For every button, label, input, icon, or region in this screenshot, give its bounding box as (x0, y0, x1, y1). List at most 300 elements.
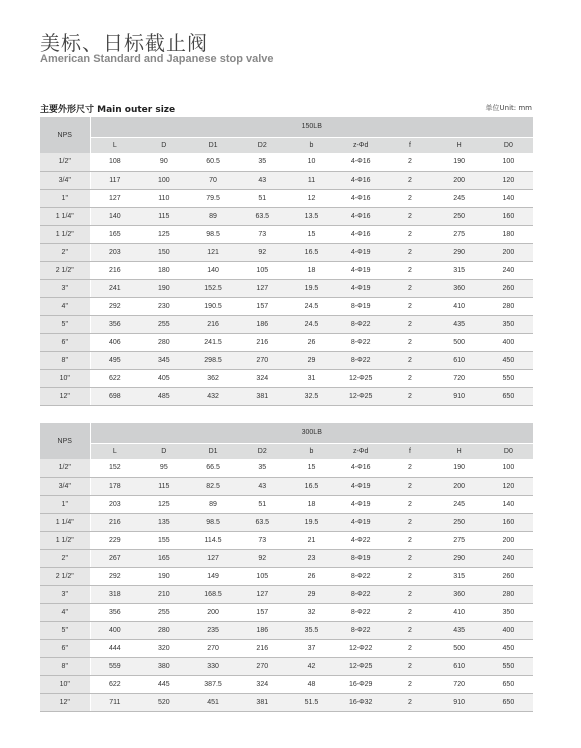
table-cell: 12-Φ25 (336, 657, 385, 675)
table-cell: 410 (435, 603, 484, 621)
table-cell: 4-Φ16 (336, 225, 385, 243)
table-cell: 245 (435, 189, 484, 207)
table-cell: 8-Φ22 (336, 567, 385, 585)
table-cell: 4-Φ19 (336, 279, 385, 297)
nps-cell: 6" (40, 639, 90, 657)
table-cell: 698 (90, 387, 139, 405)
table-cell: 610 (435, 351, 484, 369)
table-cell: 255 (139, 315, 188, 333)
table-cell: 12 (287, 189, 336, 207)
table-cell: 8-Φ22 (336, 351, 385, 369)
table-cell: 356 (90, 315, 139, 333)
table-row (40, 261, 533, 279)
table-cell: 155 (139, 531, 188, 549)
table-cell: 4-Φ22 (336, 531, 385, 549)
table-cell: 2 (385, 513, 434, 531)
table-cell: 92 (238, 243, 287, 261)
table-cell: 180 (484, 225, 533, 243)
table-cell: 42 (287, 657, 336, 675)
table-cell: 73 (238, 531, 287, 549)
table-cell: 360 (435, 585, 484, 603)
table-cell: 275 (435, 225, 484, 243)
table-cell: 4-Φ16 (336, 153, 385, 171)
table-cell: 8-Φ22 (336, 333, 385, 351)
nps-cell: 3" (40, 279, 90, 297)
table-cell: 165 (90, 225, 139, 243)
table-cell: 168.5 (188, 585, 237, 603)
table-cell: 100 (484, 153, 533, 171)
table-cell: 450 (484, 351, 533, 369)
table-row (40, 603, 533, 621)
pressure-class-header: 150LB (90, 117, 533, 137)
table-cell: 500 (435, 639, 484, 657)
table-cell: 200 (435, 477, 484, 495)
column-header: b (287, 443, 336, 459)
table-cell: 120 (484, 171, 533, 189)
table-cell: 2 (385, 279, 434, 297)
nps-cell: 12" (40, 693, 90, 711)
table-cell: 210 (139, 585, 188, 603)
table-cell: 910 (435, 387, 484, 405)
table-cell: 15 (287, 459, 336, 477)
table-cell: 117 (90, 171, 139, 189)
table-cell: 250 (435, 207, 484, 225)
table-cell: 650 (484, 693, 533, 711)
table-cell: 345 (139, 351, 188, 369)
table-cell: 550 (484, 369, 533, 387)
table-cell: 200 (435, 171, 484, 189)
table-cell: 4-Φ16 (336, 189, 385, 207)
table-row (40, 675, 533, 693)
table-cell: 114.5 (188, 531, 237, 549)
table-cell: 19.5 (287, 279, 336, 297)
table-cell: 229 (90, 531, 139, 549)
table-cell: 435 (435, 621, 484, 639)
column-header: H (435, 137, 484, 153)
table-cell: 2 (385, 225, 434, 243)
column-header-row (40, 137, 533, 153)
spec-table-150lb (40, 117, 533, 406)
table-cell: 2 (385, 639, 434, 657)
table-cell: 15 (287, 225, 336, 243)
table-cell: 89 (188, 207, 237, 225)
table-cell: 186 (238, 315, 287, 333)
spec-table-300lb (40, 423, 533, 712)
table-row (40, 333, 533, 351)
table-cell: 165 (139, 549, 188, 567)
table-cell: 444 (90, 639, 139, 657)
table-cell: 2 (385, 585, 434, 603)
table-cell: 8-Φ22 (336, 585, 385, 603)
table-cell: 16-Φ29 (336, 675, 385, 693)
table-cell: 270 (238, 351, 287, 369)
table-cell: 190 (435, 459, 484, 477)
table-cell: 51 (238, 495, 287, 513)
table-cell: 216 (188, 315, 237, 333)
column-header: L (90, 137, 139, 153)
column-header: D0 (484, 137, 533, 153)
table-cell: 216 (90, 513, 139, 531)
table-cell: 350 (484, 315, 533, 333)
table-row (40, 387, 533, 405)
table-cell: 711 (90, 693, 139, 711)
table-cell: 125 (139, 225, 188, 243)
table-cell: 190 (435, 153, 484, 171)
table-cell: 4-Φ19 (336, 513, 385, 531)
table-cell: 150 (139, 243, 188, 261)
table-cell: 140 (188, 261, 237, 279)
table-cell: 18 (287, 495, 336, 513)
column-header: z-Φd (336, 443, 385, 459)
table-cell: 8-Φ19 (336, 297, 385, 315)
table-cell: 330 (188, 657, 237, 675)
nps-cell: 6" (40, 333, 90, 351)
table-cell: 48 (287, 675, 336, 693)
table-cell: 2 (385, 387, 434, 405)
table-cell: 127 (238, 585, 287, 603)
table-cell: 610 (435, 657, 484, 675)
table-row (40, 207, 533, 225)
table-cell: 190 (139, 567, 188, 585)
table-row (40, 513, 533, 531)
page-title-en: American Standard and Japanese stop valve (40, 53, 274, 65)
table-cell: 127 (188, 549, 237, 567)
table-cell: 360 (435, 279, 484, 297)
table-cell: 280 (484, 297, 533, 315)
table-cell: 26 (287, 333, 336, 351)
table-cell: 160 (484, 513, 533, 531)
table-cell: 450 (484, 639, 533, 657)
table-row (40, 657, 533, 675)
table-cell: 4-Φ19 (336, 477, 385, 495)
table-cell: 280 (139, 333, 188, 351)
nps-cell: 1 1/4" (40, 207, 90, 225)
column-header: D2 (238, 137, 287, 153)
table-cell: 2 (385, 621, 434, 639)
table-cell: 105 (238, 567, 287, 585)
table-cell: 4-Φ19 (336, 243, 385, 261)
table-cell: 10 (287, 153, 336, 171)
table-cell: 29 (287, 351, 336, 369)
nps-cell: 1 1/4" (40, 513, 90, 531)
table-cell: 381 (238, 693, 287, 711)
table-cell: 43 (238, 171, 287, 189)
table-cell: 280 (484, 585, 533, 603)
table-row (40, 531, 533, 549)
table-cell: 255 (139, 603, 188, 621)
table-cell: 157 (238, 603, 287, 621)
table-cell: 73 (238, 225, 287, 243)
table-cell: 23 (287, 549, 336, 567)
table-cell: 2 (385, 477, 434, 495)
table-cell: 435 (435, 315, 484, 333)
table-cell: 157 (238, 297, 287, 315)
table-cell: 292 (90, 567, 139, 585)
table-cell: 235 (188, 621, 237, 639)
table-cell: 26 (287, 567, 336, 585)
nps-cell: 12" (40, 387, 90, 405)
table-cell: 650 (484, 387, 533, 405)
table-cell: 12-Φ25 (336, 387, 385, 405)
table-cell: 60.5 (188, 153, 237, 171)
table-cell: 190.5 (188, 297, 237, 315)
nps-cell: 10" (40, 369, 90, 387)
table-cell: 315 (435, 261, 484, 279)
table-cell: 8-Φ22 (336, 315, 385, 333)
table-row (40, 549, 533, 567)
table-cell: 2 (385, 603, 434, 621)
nps-cell: 3/4" (40, 477, 90, 495)
table-cell: 356 (90, 603, 139, 621)
table-cell: 2 (385, 171, 434, 189)
column-header: f (385, 443, 434, 459)
table-cell: 66.5 (188, 459, 237, 477)
table-cell: 324 (238, 675, 287, 693)
table-cell: 270 (238, 657, 287, 675)
table-cell: 2 (385, 243, 434, 261)
table-cell: 200 (484, 243, 533, 261)
table-row (40, 639, 533, 657)
table-row (40, 243, 533, 261)
table-cell: 910 (435, 693, 484, 711)
page-title-cn: 美标、日标截止阀 (40, 31, 208, 55)
table-cell: 98.5 (188, 225, 237, 243)
table-cell: 8-Φ22 (336, 621, 385, 639)
nps-header: NPS (40, 423, 90, 459)
table-cell: 381 (238, 387, 287, 405)
table-cell: 98.5 (188, 513, 237, 531)
table-cell: 108 (90, 153, 139, 171)
column-header: D2 (238, 443, 287, 459)
nps-cell: 1" (40, 495, 90, 513)
table-cell: 51.5 (287, 693, 336, 711)
table-cell: 24.5 (287, 315, 336, 333)
table-cell: 115 (139, 477, 188, 495)
table-cell: 267 (90, 549, 139, 567)
table-cell: 2 (385, 657, 434, 675)
table-cell: 216 (90, 261, 139, 279)
nps-cell: 8" (40, 657, 90, 675)
table-cell: 95 (139, 459, 188, 477)
table-cell: 4-Φ19 (336, 495, 385, 513)
nps-cell: 2" (40, 243, 90, 261)
table-cell: 445 (139, 675, 188, 693)
table-cell: 70 (188, 171, 237, 189)
table-cell: 406 (90, 333, 139, 351)
table-cell: 2 (385, 153, 434, 171)
class-header-row (40, 117, 533, 137)
table-cell: 230 (139, 297, 188, 315)
table-cell: 298.5 (188, 351, 237, 369)
table-cell: 550 (484, 657, 533, 675)
table-cell: 203 (90, 495, 139, 513)
table-cell: 387.5 (188, 675, 237, 693)
table-cell: 79.5 (188, 189, 237, 207)
table-cell: 260 (484, 279, 533, 297)
table-cell: 19.5 (287, 513, 336, 531)
table-row (40, 153, 533, 171)
table-cell: 180 (139, 261, 188, 279)
table-cell: 29 (287, 585, 336, 603)
table-cell: 720 (435, 675, 484, 693)
table-cell: 11 (287, 171, 336, 189)
table-cell: 2 (385, 189, 434, 207)
table-cell: 650 (484, 675, 533, 693)
table-cell: 318 (90, 585, 139, 603)
table-cell: 37 (287, 639, 336, 657)
table-cell: 31 (287, 369, 336, 387)
column-header: D (139, 443, 188, 459)
table-cell: 2 (385, 675, 434, 693)
table-cell: 362 (188, 369, 237, 387)
table-cell: 2 (385, 567, 434, 585)
nps-cell: 1 1/2" (40, 531, 90, 549)
table-cell: 2 (385, 333, 434, 351)
table-cell: 35.5 (287, 621, 336, 639)
table-cell: 520 (139, 693, 188, 711)
unit-label: 单位Unit: mm (485, 104, 532, 112)
section-title: 主要外形尺寸 Main outer size (40, 105, 176, 115)
table-row (40, 171, 533, 189)
table-cell: 4-Φ19 (336, 261, 385, 279)
table-cell: 135 (139, 513, 188, 531)
table-cell: 250 (435, 513, 484, 531)
table-cell: 100 (139, 171, 188, 189)
table-cell: 160 (484, 207, 533, 225)
nps-cell: 2 1/2" (40, 567, 90, 585)
table-cell: 4-Φ16 (336, 171, 385, 189)
table-cell: 720 (435, 369, 484, 387)
nps-cell: 4" (40, 297, 90, 315)
nps-cell: 10" (40, 675, 90, 693)
table-cell: 110 (139, 189, 188, 207)
table-cell: 2 (385, 207, 434, 225)
table-cell: 63.5 (238, 207, 287, 225)
table-cell: 241 (90, 279, 139, 297)
table-cell: 32.5 (287, 387, 336, 405)
table-row (40, 279, 533, 297)
table-cell: 2 (385, 351, 434, 369)
table-row (40, 351, 533, 369)
table-cell: 203 (90, 243, 139, 261)
table-cell: 315 (435, 567, 484, 585)
table-cell: 152 (90, 459, 139, 477)
nps-cell: 2 1/2" (40, 261, 90, 279)
table-cell: 63.5 (238, 513, 287, 531)
table-cell: 35 (238, 459, 287, 477)
nps-cell: 3/4" (40, 171, 90, 189)
table-cell: 241.5 (188, 333, 237, 351)
table-cell: 400 (484, 333, 533, 351)
table-cell: 200 (188, 603, 237, 621)
table-cell: 127 (238, 279, 287, 297)
table-cell: 152.5 (188, 279, 237, 297)
table-cell: 2 (385, 369, 434, 387)
table-cell: 2 (385, 297, 434, 315)
table-cell: 12-Φ25 (336, 369, 385, 387)
table-row (40, 315, 533, 333)
nps-cell: 1/2" (40, 459, 90, 477)
table-cell: 16-Φ32 (336, 693, 385, 711)
column-header: L (90, 443, 139, 459)
table-row (40, 225, 533, 243)
table-cell: 32 (287, 603, 336, 621)
table-cell: 13.5 (287, 207, 336, 225)
table-row (40, 369, 533, 387)
table-cell: 8-Φ22 (336, 603, 385, 621)
table-cell: 410 (435, 297, 484, 315)
table-cell: 92 (238, 549, 287, 567)
table-cell: 2 (385, 459, 434, 477)
column-header: H (435, 443, 484, 459)
table-cell: 350 (484, 603, 533, 621)
table-row (40, 189, 533, 207)
column-header: D (139, 137, 188, 153)
column-header-row (40, 443, 533, 459)
pressure-class-header: 300LB (90, 423, 533, 443)
table-cell: 400 (484, 621, 533, 639)
table-cell: 216 (238, 639, 287, 657)
nps-cell: 5" (40, 621, 90, 639)
table-cell: 400 (90, 621, 139, 639)
table-row (40, 297, 533, 315)
table-row (40, 495, 533, 513)
table-cell: 140 (484, 495, 533, 513)
nps-cell: 3" (40, 585, 90, 603)
table-cell: 89 (188, 495, 237, 513)
table-cell: 18 (287, 261, 336, 279)
table-cell: 451 (188, 693, 237, 711)
table-cell: 16.5 (287, 477, 336, 495)
table-cell: 2 (385, 531, 434, 549)
table-cell: 125 (139, 495, 188, 513)
nps-cell: 1 1/2" (40, 225, 90, 243)
table-cell: 100 (484, 459, 533, 477)
table-cell: 140 (484, 189, 533, 207)
table-cell: 240 (484, 261, 533, 279)
table-cell: 2 (385, 261, 434, 279)
column-header: D1 (188, 137, 237, 153)
table-cell: 320 (139, 639, 188, 657)
table-cell: 485 (139, 387, 188, 405)
table-cell: 178 (90, 477, 139, 495)
nps-cell: 1" (40, 189, 90, 207)
table-cell: 21 (287, 531, 336, 549)
table-cell: 622 (90, 369, 139, 387)
table-cell: 190 (139, 279, 188, 297)
table-cell: 290 (435, 243, 484, 261)
nps-cell: 1/2" (40, 153, 90, 171)
table-cell: 186 (238, 621, 287, 639)
table-cell: 324 (238, 369, 287, 387)
table-cell: 260 (484, 567, 533, 585)
nps-cell: 2" (40, 549, 90, 567)
table-cell: 240 (484, 549, 533, 567)
column-header: z-Φd (336, 137, 385, 153)
table-cell: 380 (139, 657, 188, 675)
table-row (40, 477, 533, 495)
nps-header: NPS (40, 117, 90, 153)
table-cell: 2 (385, 549, 434, 567)
table-cell: 405 (139, 369, 188, 387)
table-row (40, 585, 533, 603)
table-cell: 51 (238, 189, 287, 207)
table-cell: 16.5 (287, 243, 336, 261)
class-header-row (40, 423, 533, 443)
table-cell: 24.5 (287, 297, 336, 315)
column-header: b (287, 137, 336, 153)
table-cell: 290 (435, 549, 484, 567)
